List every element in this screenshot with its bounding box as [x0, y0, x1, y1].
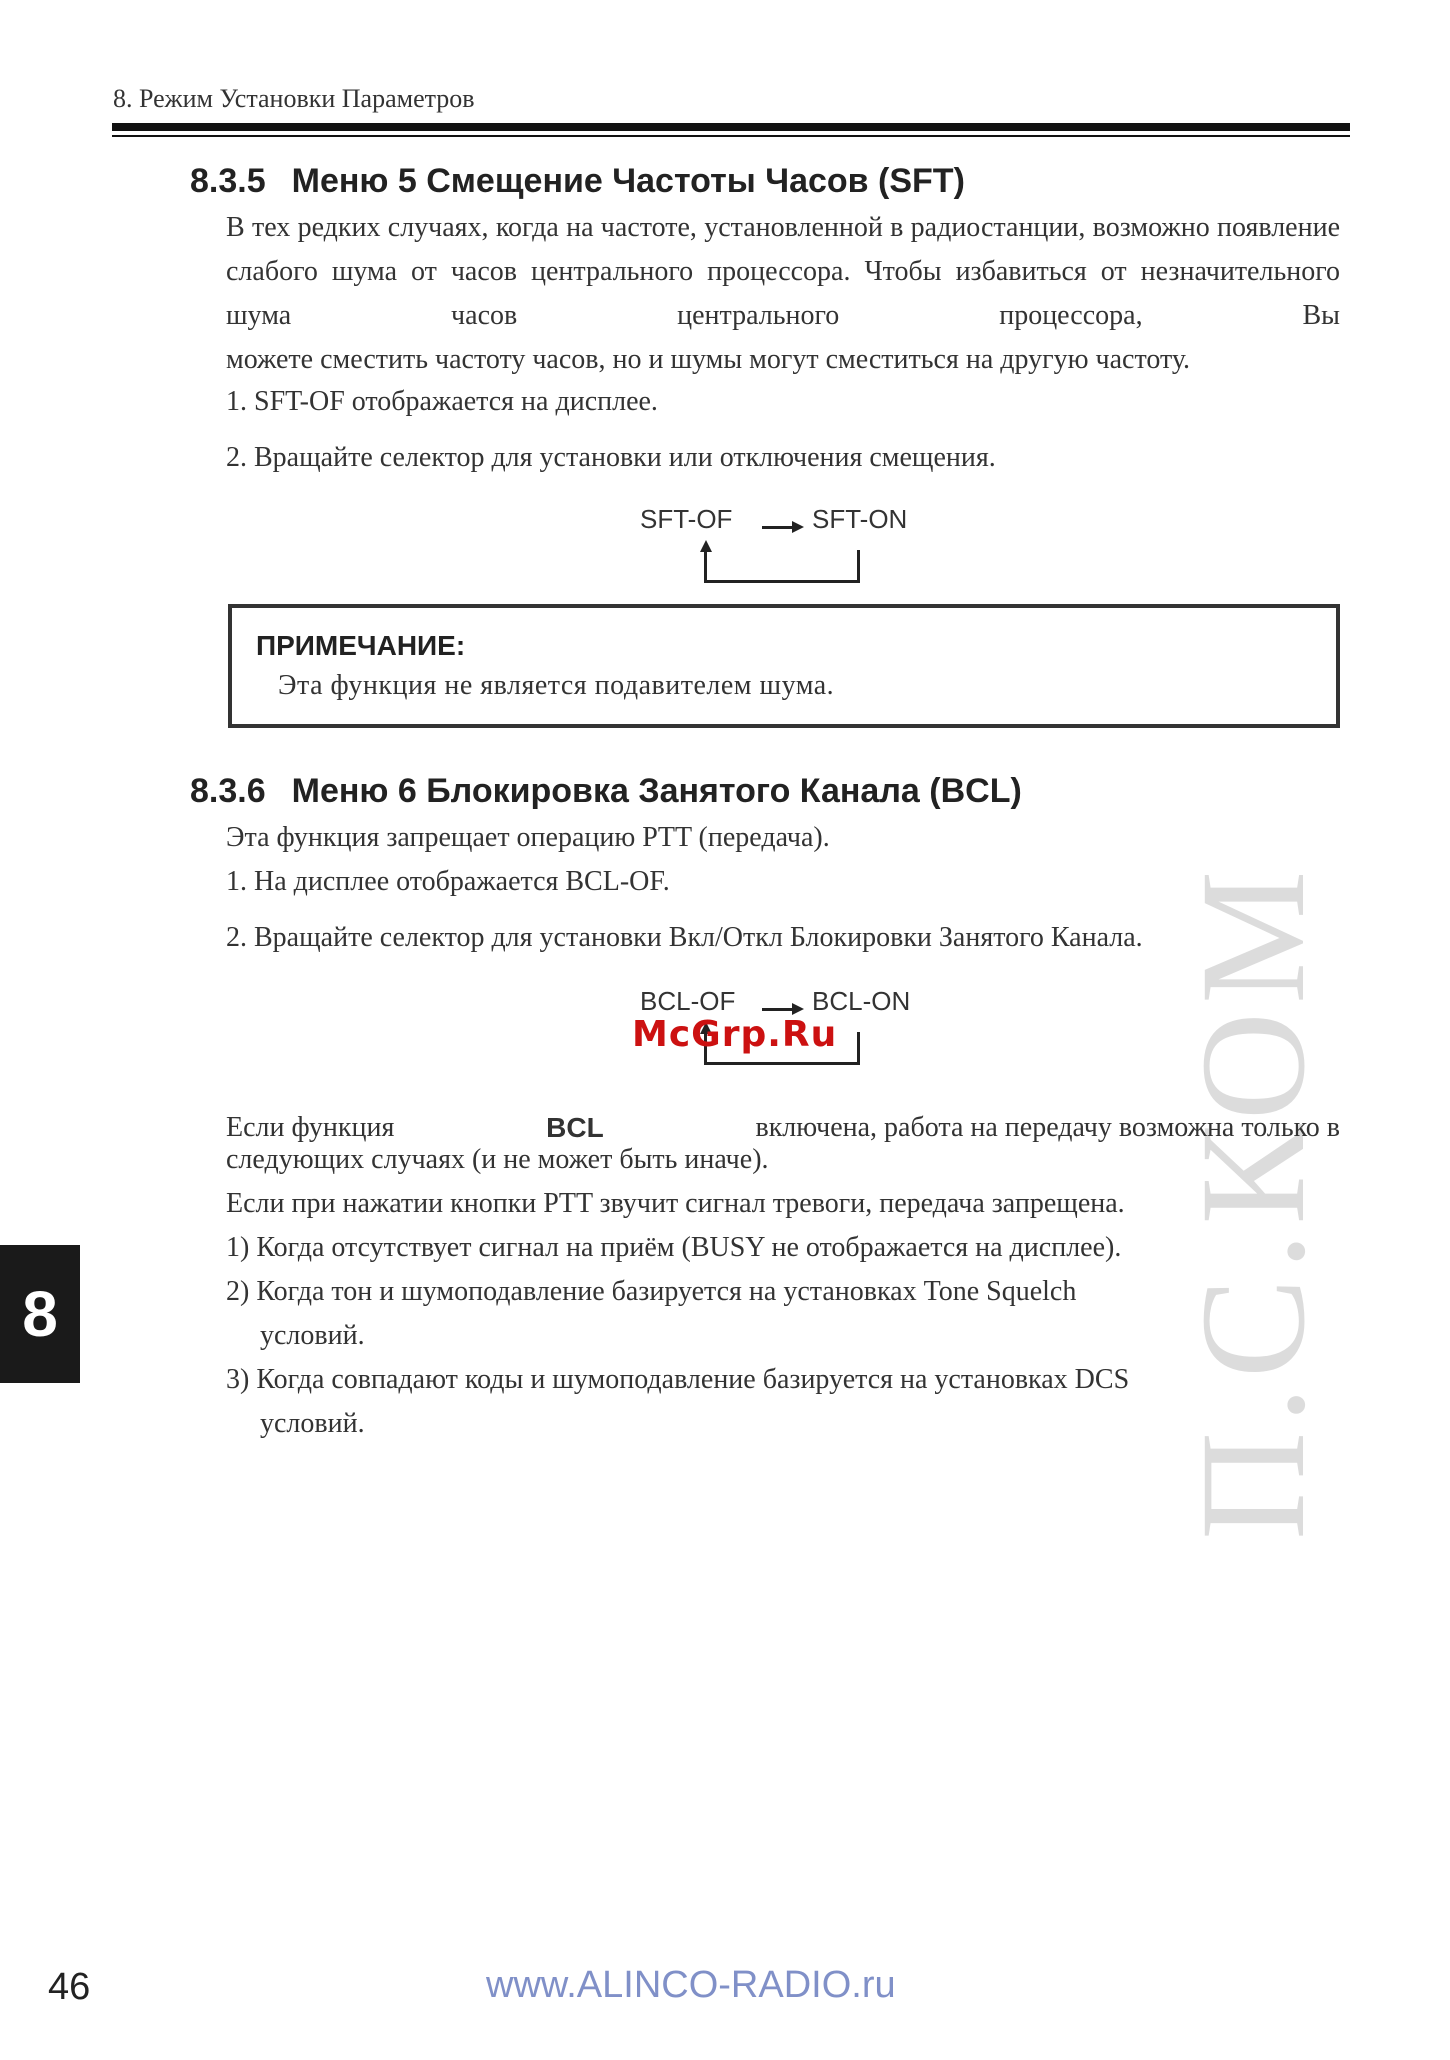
case-2-cont: условий.	[260, 1320, 365, 1351]
bcl-off-label: BCL-OF	[640, 986, 736, 1016]
page-number: 46	[48, 1966, 91, 2008]
case-3-cont: условий.	[260, 1408, 365, 1439]
section-836-intro: Эта функция запрещает операцию PTT (передача).	[226, 822, 830, 853]
section-835-heading	[190, 162, 965, 201]
section-835-title: Меню 5 Смещение Частоты Часов (SFT)	[291, 162, 965, 200]
bcl-arrow-line	[762, 1008, 794, 1011]
section-836-step-1: 1. На дисплее отображается BCL-OF.	[226, 866, 670, 897]
bcl-paragraph-pre: Если функция	[226, 1112, 395, 1143]
bcl-paragraph	[226, 1112, 1340, 1148]
bcl-paragraph-cont: следующих случаях (и не может быть иначе).	[226, 1144, 769, 1175]
section-836-title: Меню 6 Блокировка Занятого Канала (BCL)	[291, 772, 1022, 810]
section-836-heading	[190, 772, 1022, 811]
section-835-step-1: 1. SFT-OF отображается на дисплее.	[226, 386, 658, 417]
case-3: 3) Когда совпадают коды и шумоподавление базируется на установках DCS	[226, 1364, 1130, 1395]
footer-link[interactable]: www.ALINCO-RADIO.ru	[486, 1964, 896, 2006]
sft-off-label: SFT-OF	[640, 504, 733, 534]
section-836-step-2: 2. Вращайте селектор для установки Вкл/Откл Блокировки Занятого Канала.	[226, 922, 1143, 953]
running-header: 8. Режим Установки Параметров	[113, 84, 475, 113]
note-text: Эта функция не является подавителем шума.	[278, 670, 835, 701]
section-835-paragraph: В тех редких случаях, когда на частоте, установленной в радиостанции, возможно появление слабого шума от часов центрального процессора. Чтобы избавиться от незначительного шума часов центрального процессора, Вы	[226, 212, 1340, 331]
bcl-on-label: BCL-ON	[812, 986, 911, 1016]
alarm-line: Если при нажатии кнопки PTT звучит сигнал тревоги, передача запрещена.	[226, 1188, 1125, 1219]
bcl-paragraph-bold: BCL	[546, 1112, 604, 1143]
note-box	[228, 604, 1340, 728]
chapter-tab: 8	[0, 1245, 80, 1383]
section-835-step-2: 2. Вращайте селектор для установки или отключения смещения.	[226, 442, 996, 473]
sft-loop-line	[704, 550, 860, 583]
section-835-paragraph-last: можете сместить частоту часов, но и шумы могут сместиться на другую частоту.	[226, 344, 1191, 375]
sft-arrow-right-icon	[792, 521, 804, 533]
sft-arrow-up-icon	[700, 540, 712, 552]
site-watermark: McGrp.Ru	[632, 1014, 838, 1055]
section-836-number: 8.3.6	[190, 772, 266, 810]
header-rule-thin	[112, 135, 1350, 137]
sft-arrow-line	[762, 526, 794, 529]
sft-on-label: SFT-ON	[812, 504, 908, 534]
case-1: 1) Когда отсутствует сигнал на приём (BUSY не отображается на дисплее).	[226, 1232, 1122, 1263]
header-rule-thick	[112, 123, 1350, 131]
section-835-number: 8.3.5	[190, 162, 266, 200]
case-2: 2) Когда тон и шумоподавление базируется на установках Tone Squelch	[226, 1276, 1077, 1307]
sft-diagram	[640, 504, 940, 584]
bcl-paragraph-post: включена, работа на передачу возможна только в	[755, 1112, 1340, 1143]
side-watermark: П.С.КОМ	[1170, 862, 1336, 1540]
note-title: ПРИМЕЧАНИЕ:	[256, 630, 466, 661]
